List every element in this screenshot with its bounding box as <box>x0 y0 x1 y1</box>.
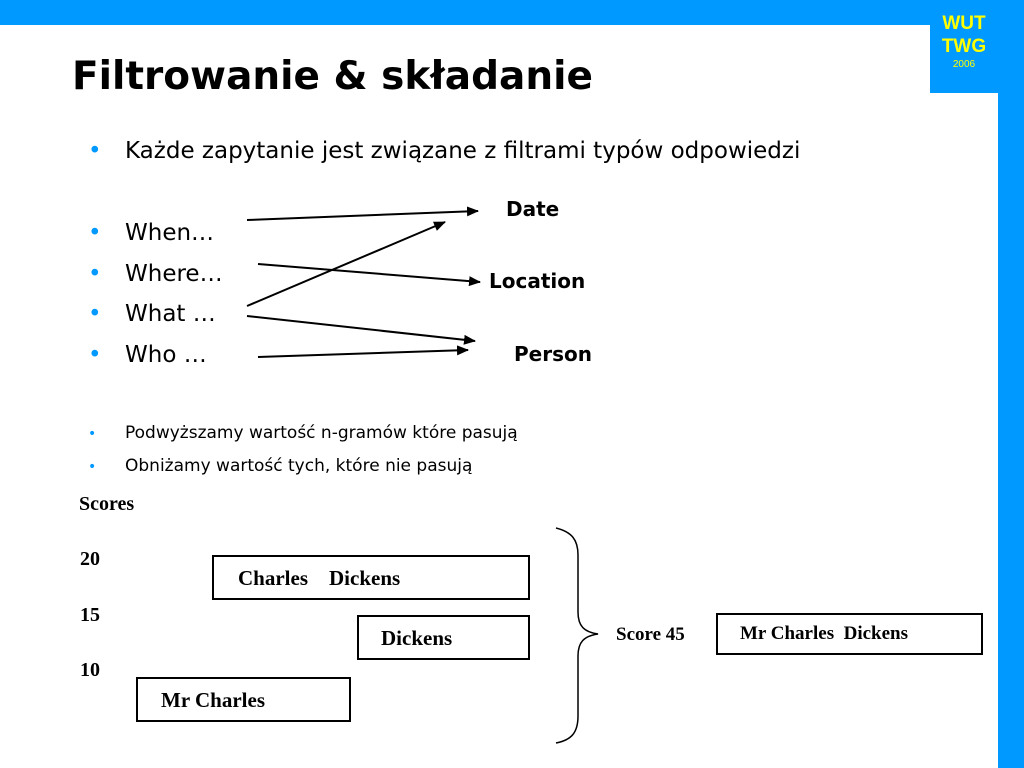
answer-type-date: Date <box>506 197 560 221</box>
arrow-what-person <box>247 316 475 341</box>
arrow-where-location <box>258 264 480 282</box>
arrow-when-date <box>247 211 478 220</box>
question-text: Where… <box>125 261 223 287</box>
ngram-box-mr-charles: Mr Charles <box>136 677 351 722</box>
bullet-marker: • <box>88 426 97 442</box>
note-item <box>88 422 518 445</box>
ngram-box-dickens: Dickens <box>357 615 530 660</box>
question-text: When… <box>125 220 215 246</box>
grouping-brace <box>556 528 598 743</box>
bullet-marker: • <box>88 220 102 246</box>
note-item <box>88 455 472 478</box>
bullet-marker: • <box>88 261 102 287</box>
answer-type-location: Location <box>489 269 586 293</box>
logo-year: 2006 <box>952 59 976 70</box>
score-level: 15 <box>80 604 100 626</box>
score-level: 20 <box>80 548 100 570</box>
question-text: Who … <box>125 342 207 368</box>
arrow-what-date <box>247 222 445 306</box>
score-level: 10 <box>80 659 100 681</box>
bullet-marker: • <box>88 138 102 164</box>
note-text: Podwyższamy wartość n-gramów które pasują <box>125 423 518 443</box>
bullet-marker: • <box>88 459 97 475</box>
combined-score-label: Score 45 <box>616 624 685 645</box>
bullet-intro-text: Każde zapytanie jest związane z filtrami typów odpowiedzi <box>125 138 801 164</box>
ngram-box-charles-dickens: Charles Dickens <box>212 555 530 600</box>
note-text: Obniżamy wartość tych, które nie pasują <box>125 456 473 476</box>
bullet-marker: • <box>88 301 102 327</box>
combined-result-box: Mr Charles Dickens <box>716 613 983 655</box>
arrow-who-person <box>258 350 468 357</box>
scores-header: Scores <box>79 493 135 515</box>
question-text: What … <box>125 301 216 327</box>
bullet-marker: • <box>88 342 102 368</box>
logo-line-1: WUT <box>942 13 986 34</box>
logo-line-2: TWG <box>941 36 987 57</box>
slide-title: Filtrowanie & składanie <box>72 54 593 99</box>
answer-type-person: Person <box>514 342 592 366</box>
